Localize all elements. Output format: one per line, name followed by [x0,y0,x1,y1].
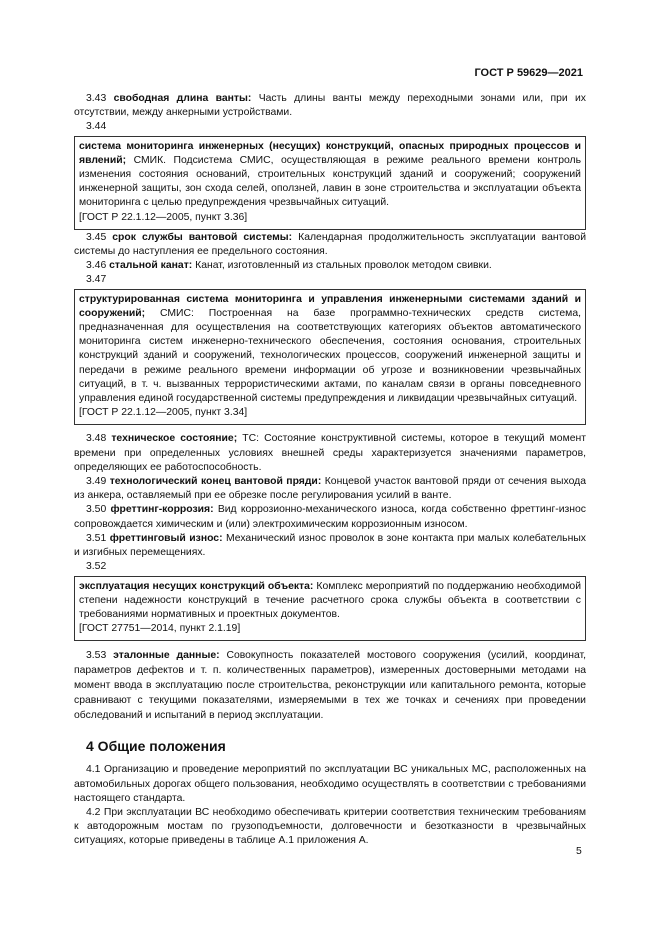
term-number: 3.44 [86,121,107,133]
paragraph-4-2: 4.2 При эксплуатации ВС необходимо обеспечивать критерии соответствия техническим требованиям к автодорожным мостам по грузоподъемности, долговечности и безотказности в чрезвычайных ситуациях, которые приведены в таблице А.1 приложения А. [74,806,586,847]
term-3-49: 3.49 технологический конец вантовой пряди: Концевой участок вантовой пряди от сечения выхода из анкера, оставляемый при ее обрезке после регулирования усилий в ванте. [74,476,586,502]
term-source: [ГОСТ Р 22.1.12—2005, пункт 3.34] [79,407,248,419]
term-3-46: 3.46 стальной канат: Канат, изготовленный из стальных проволок методом свивки. [86,260,492,272]
term-number: 3.47 [86,274,107,286]
term-source: [ГОСТ Р 22.1.12—2005, пункт 3.36] [79,211,248,223]
term-3-44: система мониторинга инженерных (несущих) конструкций, опасных природных процессов и явлений; СМИК. Подсистема СМИС, осуществляющая в режиме реального времени контроль изменения состояния оснований, строительных конструкций зданий и сооружений; сооружений инженерной защиты, зон схода селей, оползней, лавин в зоне строительства и эксплуатации объекта мониторинга с целью предупреждения чрезвычайных ситуаций. [79,140,581,209]
page-number: 5 [576,846,582,857]
paragraph-4-1: 4.1 Организацию и проведение мероприятий по эксплуатации ВС уникальных МС, расположенных на автомобильных дорогах общего пользования, необходимо осуществлять в соответствии с требованиями настоящего стандарта. [74,764,586,804]
term-box-3-52 [74,576,586,642]
term-3-53: 3.53 эталонные данные: Совокупность показателей мостового сооружения (усилий, координат, параметров дефектов и т. п. количественных параметров), измеренных достоверными методами на момент ввода в эксплуатацию после строительства, реконструкции или капитального ремонта, которые сравнивают с текущими показателями, измеряемыми в тех же точках и сечениях при проведении обследований и испытаний в период эксплуатации. [74,650,586,722]
document-header: ГОСТ Р 59629—2021 [474,67,583,79]
term-number: 3.52 [86,561,107,573]
term-3-48: 3.48 техническое состояние; ТС: Состояние конструктивной системы, которое в текущий момент времени при определенных условиях внешней среды характеризуется значениями параметров, определяющих ее работоспособность. [74,433,586,473]
term-3-47: структурированная система мониторинга и управления инженерными системами зданий и сооружений; СМИС: Построенная на базе программно-технических средств система, предназначенная для осуществления на соответствующих категориях объектов автоматического мониторинга систем инженерно-технического обеспечения, состояния основания, строительных конструкций зданий и сооружений, технологических процессов, сооружений инженерной защиты и передачи в режиме реального времени информации об угрозе и возникновении чрезвычайных ситуаций, в т. ч. вызванных террористическими актами, по каналам связи в органы повседневного управления единой государственной системы предупреждения и ликвидации чрезвычайных ситуаций. [79,293,581,405]
term-3-50: 3.50 фреттинг-коррозия: Вид коррозионно-механического износа, когда собственно фреттинг-износ сопровождается химическим и (или) электрохимическим коррозионным износом. [74,504,586,530]
term-box-3-44 [74,136,586,230]
term-3-45: 3.45 срок службы вантовой системы: Календарная продолжительность эксплуатации вантовой системы до наступления ее предельного состояния. [74,231,586,258]
section-heading: 4 Общие положения [86,738,226,755]
term-3-52: эксплуатация несущих конструкций объекта: Комплекс мероприятий по поддержанию необходимой степени надежности конструкций в течение расчетного срока службы объекта в соответствии с требованиями нормативных и проектных документов. [79,580,581,620]
page-content [74,92,586,849]
term-3-43: 3.43 свободная длина ванты: Часть длины ванты между переходными зонами или, при их отсутствии, между анкерными устройствами. [74,93,587,119]
term-3-51: 3.51 фреттинговый износ: Механический износ проволок в зоне контакта при малых колебательных и изгибных перемещениях. [74,532,587,559]
term-source: [ГОСТ 27751—2014, пункт 2.1.19] [79,623,241,635]
term-box-3-47 [74,289,586,426]
